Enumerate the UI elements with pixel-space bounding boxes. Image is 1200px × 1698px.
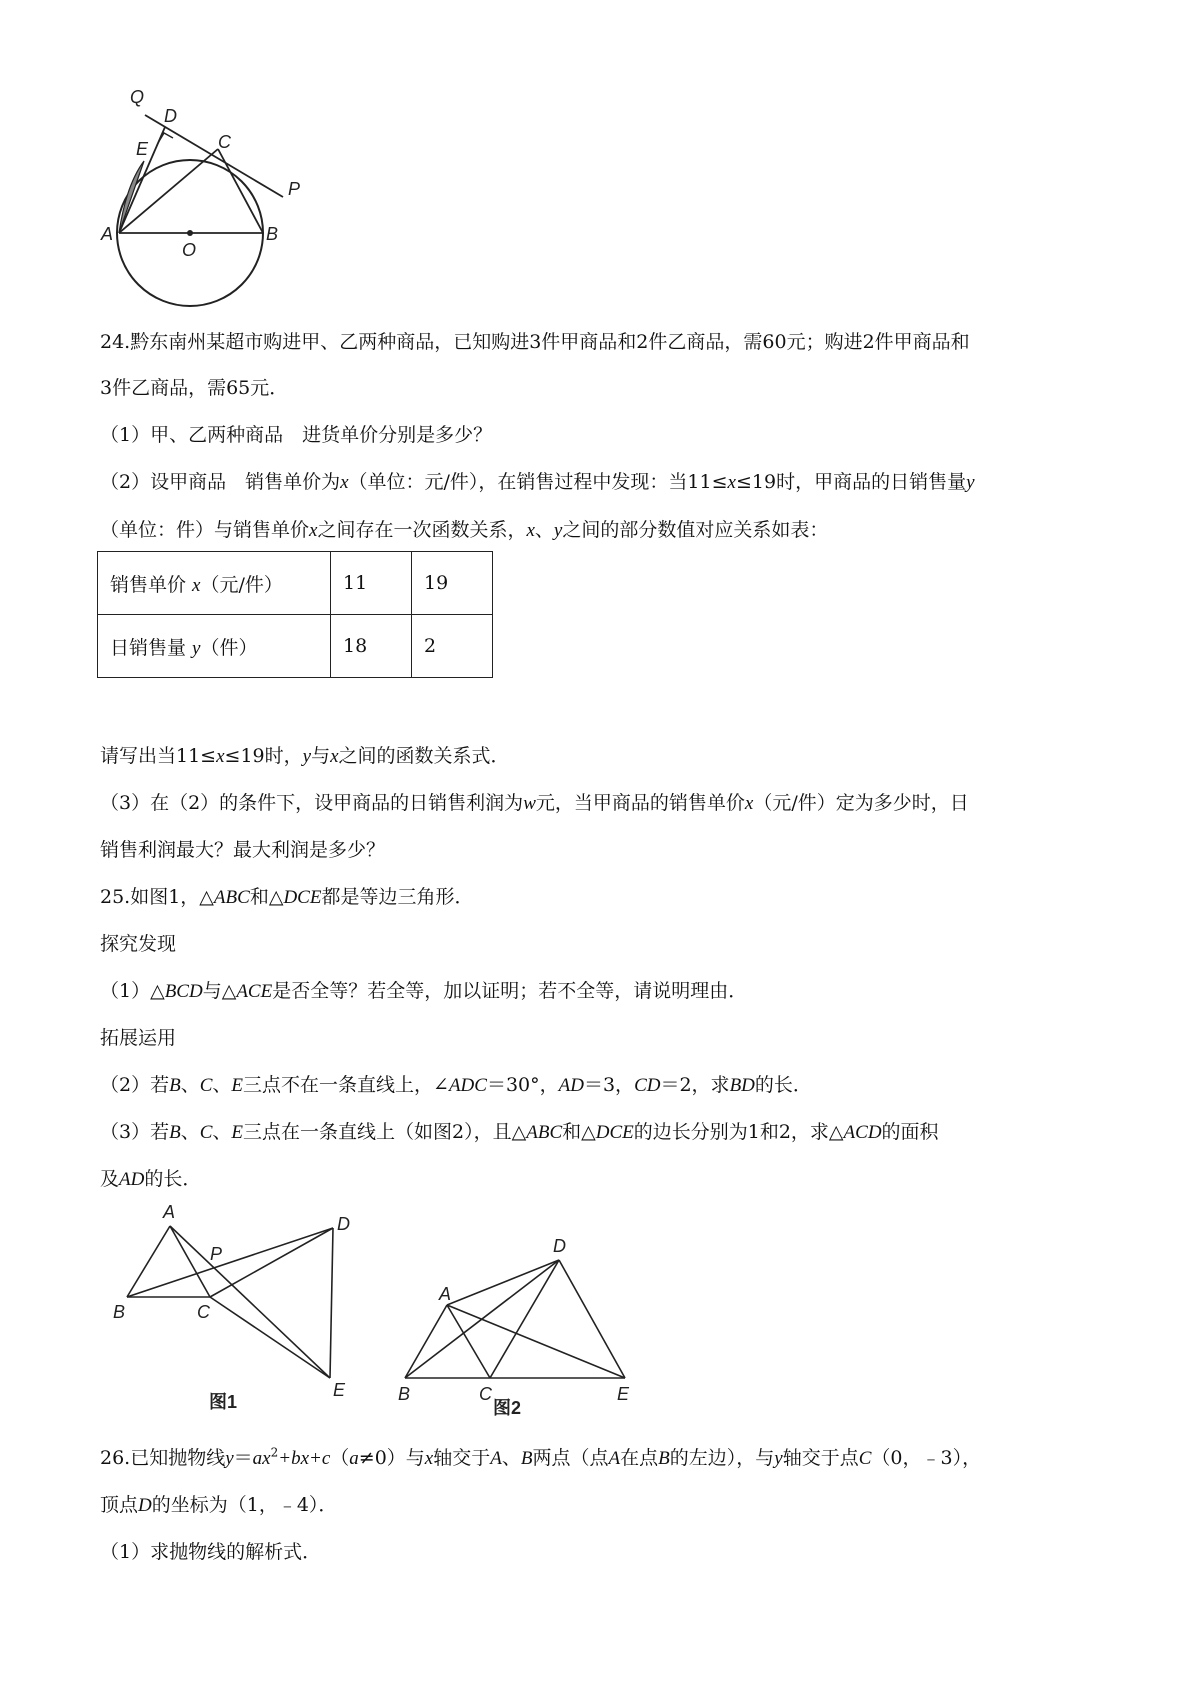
text: 25.如图1，△ bbox=[100, 886, 214, 908]
text: （元/件） bbox=[200, 573, 283, 596]
text: 、 bbox=[180, 1121, 200, 1143]
label-p: P bbox=[288, 179, 301, 199]
label-d: D bbox=[337, 1214, 350, 1234]
text: 三点不在一条直线上，∠ bbox=[243, 1074, 449, 1096]
label-c: C bbox=[197, 1302, 210, 1322]
q25-intro bbox=[100, 882, 473, 909]
q25-part2 bbox=[100, 1070, 812, 1097]
text: 轴交于点 bbox=[782, 1447, 859, 1469]
text: 是否全等？若全等，加以证明；若不全等，请说明理由． bbox=[272, 980, 748, 1002]
label-c: C bbox=[479, 1384, 492, 1404]
text: 之间的部分数值对应关系如表： bbox=[562, 519, 829, 541]
label-p: P bbox=[210, 1244, 223, 1264]
var: C bbox=[858, 1448, 872, 1469]
text: 和△ bbox=[249, 886, 284, 908]
text: 、 bbox=[534, 519, 554, 541]
text: 之间存在一次函数关系， bbox=[317, 519, 527, 541]
label-b: B bbox=[266, 224, 279, 244]
q24-part2-line1 bbox=[100, 467, 975, 494]
figure-1 bbox=[105, 1200, 375, 1425]
q24-part1: （1）甲、乙两种商品 进货单价分别是多少？ bbox=[100, 424, 493, 446]
q24-part3-line2: 销售利润最大？最大利润是多少？ bbox=[100, 839, 386, 861]
text: ≤19时，甲商品的日销售量 bbox=[735, 471, 967, 493]
segment-ab bbox=[127, 1226, 170, 1297]
table-cell bbox=[98, 615, 331, 678]
text: ＝30°， bbox=[486, 1074, 559, 1096]
text: 轴交于 bbox=[433, 1447, 491, 1469]
superscript: 2 bbox=[270, 1445, 279, 1460]
var: ax bbox=[252, 1448, 271, 1469]
text: 、 bbox=[212, 1121, 232, 1143]
var: E bbox=[231, 1075, 244, 1096]
var-w: w bbox=[523, 793, 536, 814]
label-a: A bbox=[439, 1284, 452, 1304]
q25-heading-explore: 探究发现 bbox=[100, 933, 177, 955]
text: 都是等边三角形． bbox=[321, 886, 474, 908]
text: 日销售量 bbox=[110, 636, 193, 659]
text: 的长． bbox=[144, 1168, 202, 1190]
var: D bbox=[138, 1495, 152, 1516]
text: （件） bbox=[200, 636, 258, 659]
text: （0，﹣3）， bbox=[871, 1447, 982, 1469]
var: B bbox=[658, 1448, 670, 1469]
var-y: y bbox=[966, 472, 975, 493]
text: （3）若 bbox=[100, 1121, 170, 1143]
label-b: B bbox=[398, 1384, 411, 1404]
var-x: x bbox=[192, 574, 201, 596]
segment-ae bbox=[447, 1305, 625, 1378]
var: ACD bbox=[843, 1122, 882, 1143]
var: C bbox=[199, 1122, 213, 1143]
text: 元，当甲商品的销售单价 bbox=[535, 792, 745, 814]
var: AD bbox=[558, 1075, 584, 1096]
q26-part1: （1）求抛物线的解析式． bbox=[100, 1541, 322, 1563]
q25-part3-line1 bbox=[100, 1117, 939, 1144]
var: DCE bbox=[283, 887, 322, 908]
var: +bx+c bbox=[278, 1448, 331, 1469]
caption-figure-2: 图2 bbox=[493, 1398, 522, 1418]
tangent-line-qp bbox=[145, 115, 283, 197]
label-e: E bbox=[617, 1384, 630, 1404]
var: x bbox=[424, 1448, 434, 1469]
var: A bbox=[608, 1448, 621, 1469]
figure-2 bbox=[395, 1230, 655, 1420]
var: C bbox=[199, 1075, 213, 1096]
table-cell: 11 bbox=[331, 552, 412, 615]
var-x: x bbox=[526, 520, 535, 541]
label-o: O bbox=[182, 240, 197, 260]
segment-de bbox=[559, 1260, 625, 1378]
text: 、 bbox=[501, 1447, 521, 1469]
text: （2）若 bbox=[100, 1074, 170, 1096]
segment-ce bbox=[210, 1297, 330, 1378]
segment-cd bbox=[490, 1260, 559, 1378]
label-a: A bbox=[101, 224, 114, 244]
q24-ask bbox=[100, 741, 510, 768]
var: a bbox=[349, 1448, 359, 1469]
circle-tangent-figure bbox=[100, 85, 340, 315]
segment-ac bbox=[170, 1226, 210, 1297]
var-y: y bbox=[553, 520, 563, 541]
q26-line2 bbox=[100, 1490, 337, 1517]
text: 两点（点 bbox=[532, 1447, 609, 1469]
var-x: x bbox=[727, 472, 736, 493]
var: ADC bbox=[448, 1075, 487, 1096]
text: 的左边），与 bbox=[669, 1447, 775, 1469]
var: E bbox=[231, 1122, 244, 1143]
text: 销售单价 bbox=[110, 573, 193, 596]
q25-part1 bbox=[100, 976, 747, 1003]
label-b: B bbox=[113, 1302, 126, 1322]
var: AD bbox=[119, 1169, 145, 1190]
var: ACE bbox=[236, 981, 273, 1002]
text: ＝ bbox=[233, 1447, 253, 1469]
q25-heading-extend: 拓展运用 bbox=[100, 1027, 177, 1049]
label-c: C bbox=[218, 132, 231, 152]
var-x: x bbox=[216, 746, 225, 767]
text: 、 bbox=[180, 1074, 200, 1096]
price-sales-table bbox=[97, 551, 493, 678]
text: 的长． bbox=[754, 1074, 812, 1096]
var: ABC bbox=[526, 1122, 563, 1143]
text: 26.已知抛物线 bbox=[100, 1447, 226, 1469]
text: （元/件）定为多少时，日 bbox=[753, 792, 969, 814]
label-q: Q bbox=[130, 87, 145, 107]
q24-line2: 3件乙商品，需65元． bbox=[100, 377, 289, 399]
q26-line1 bbox=[100, 1443, 981, 1470]
text: 请写出当11≤ bbox=[100, 745, 217, 767]
text: 三点在一条直线上（如图2），且△ bbox=[243, 1121, 527, 1143]
text: （3）在（2）的条件下，设甲商品的日销售利润为 bbox=[100, 792, 524, 814]
text: 及 bbox=[100, 1168, 120, 1190]
var: ABC bbox=[213, 887, 250, 908]
var: CD bbox=[634, 1075, 661, 1096]
label-d: D bbox=[553, 1236, 566, 1256]
text: 的边长分别为1和2，求△ bbox=[633, 1121, 844, 1143]
var: BCD bbox=[164, 981, 203, 1002]
var: y bbox=[225, 1448, 234, 1469]
table-cell: 19 bbox=[412, 552, 493, 615]
table-row bbox=[98, 552, 493, 615]
table-row bbox=[98, 615, 493, 678]
segment-de bbox=[330, 1228, 333, 1378]
table-cell: 2 bbox=[412, 615, 493, 678]
var: y bbox=[774, 1448, 783, 1469]
text: （1）△ bbox=[100, 980, 165, 1002]
text: 之间的函数关系式． bbox=[338, 745, 510, 767]
var-y: y bbox=[192, 637, 201, 659]
q25-part3-line2 bbox=[100, 1164, 201, 1191]
text: 、 bbox=[212, 1074, 232, 1096]
text: ≠0）与 bbox=[358, 1447, 425, 1469]
text: ＝2，求 bbox=[660, 1074, 730, 1096]
var-x: x bbox=[744, 793, 754, 814]
var: B bbox=[169, 1122, 181, 1143]
label-e: E bbox=[136, 139, 149, 159]
text: ＝3， bbox=[583, 1074, 635, 1096]
text: 顶点 bbox=[100, 1494, 139, 1516]
text: （单位：元/件），在销售过程中发现：当11≤ bbox=[348, 471, 728, 493]
text: （ bbox=[330, 1447, 350, 1469]
text: （2）设甲商品 销售单价为 bbox=[100, 471, 341, 493]
q24-line1: 24.黔东南州某超市购进甲、乙两种商品，已知购进3件甲商品和2件乙商品，需60元；购进2件甲商品和 bbox=[100, 331, 970, 353]
var: A bbox=[490, 1448, 502, 1469]
text: 和△ bbox=[562, 1121, 596, 1143]
table-cell bbox=[98, 552, 331, 615]
right-angle-mark bbox=[158, 133, 173, 143]
var: B bbox=[520, 1448, 533, 1469]
segment-ab bbox=[405, 1305, 447, 1378]
var: DCE bbox=[595, 1122, 634, 1143]
q24-part2-line2 bbox=[100, 515, 828, 542]
segment-ae bbox=[170, 1226, 330, 1378]
var-x: x bbox=[330, 746, 339, 767]
var-x: x bbox=[340, 472, 349, 493]
text: 的面积 bbox=[881, 1121, 939, 1143]
table-cell: 18 bbox=[331, 615, 412, 678]
text: 与 bbox=[311, 745, 331, 767]
segment-ad bbox=[447, 1260, 559, 1305]
var: B bbox=[169, 1075, 181, 1096]
q24-part3-line1 bbox=[100, 788, 969, 815]
label-e: E bbox=[333, 1380, 346, 1400]
var-y: y bbox=[302, 746, 312, 767]
label-d: D bbox=[164, 106, 177, 126]
var: BD bbox=[729, 1075, 755, 1096]
text: ≤19时， bbox=[224, 745, 303, 767]
caption-figure-1: 图1 bbox=[209, 1392, 238, 1412]
text: 的坐标为（1，﹣4）． bbox=[151, 1494, 338, 1516]
line-bc bbox=[218, 149, 263, 233]
text: （单位：件）与销售单价 bbox=[100, 519, 310, 541]
label-a: A bbox=[163, 1202, 176, 1222]
text: 与△ bbox=[202, 980, 237, 1002]
text: 在点 bbox=[620, 1447, 659, 1469]
point-o bbox=[187, 230, 193, 236]
var-x: x bbox=[309, 520, 318, 541]
